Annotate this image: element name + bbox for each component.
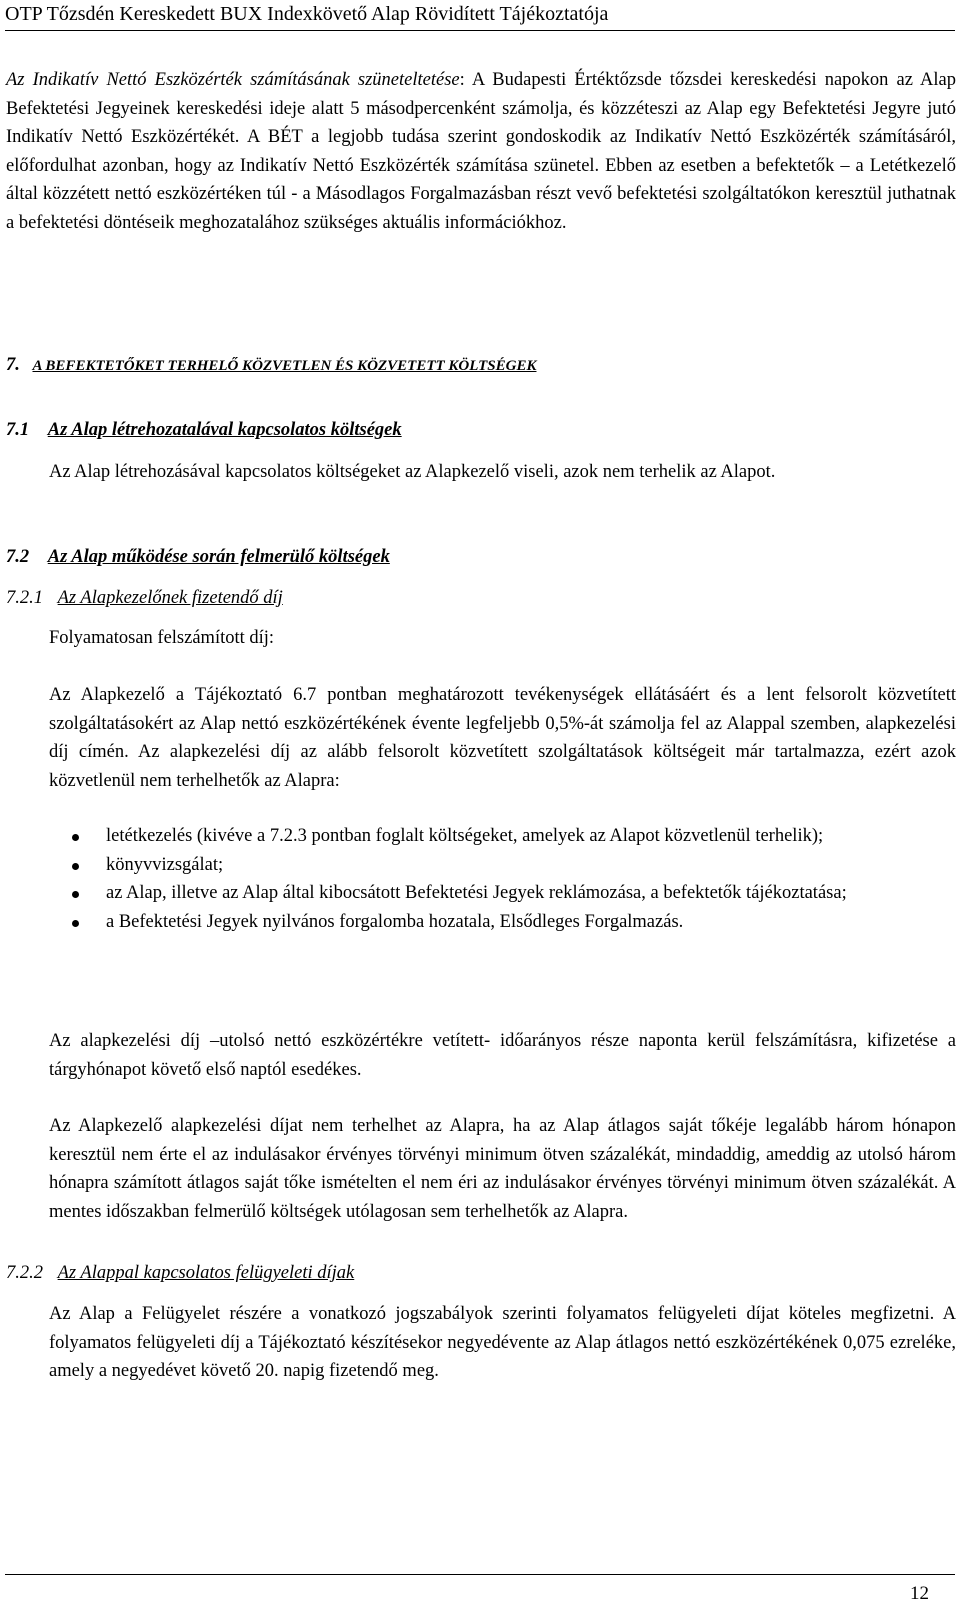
section-7-2-2-number: 7.2.2 [6,1263,43,1283]
page-header [5,0,955,31]
section-7-2-1-body: Az Alapkezelő a Tájékoztató 6.7 pontban meghatározott tevékenységek ellátásáért és a lent felsorolt közvetített szolgáltatásokért az Alap nettó eszközértékének évente legfeljebb 0,5%-át számolja fel az Alappal szemben, alapkezelési díj címén. Az alapkezelési díj az alább felsorolt közvetített szolgáltatások költségeit már tartalmazza, ezért azok közvetlenül nem terhelhetők az Alapra: [49,685,956,791]
section-7-2-1-subtitle: Folyamatosan felszámított díj: [49,628,275,648]
section-7-2-title: Az Alap működése során felmerülő költségek [47,547,390,567]
list-item-text: a Befektetési Jegyek nyilvános forgalomba hozatala, Elsődleges Forgalmazás. [106,911,684,932]
section-7-1-heading [6,416,956,445]
section-7-number: 7. [6,355,20,375]
section-7-2-1-heading [6,584,956,613]
bullet-icon [72,891,79,898]
section-7-1-body: Az Alap létrehozásával kapcsolatos költségeket az Alapkezelő viseli, azok nem terhelik az Alapot. [49,462,776,482]
page-number: 12 [910,1583,929,1604]
section-7-2-1-para3: Az Alapkezelő alapkezelési díjat nem terhelhet az Alapra, ha az Alap átlagos saját tőkéje legalább három hónapon keresztül nem érte el az indulásakor érvényes törvényi minimum ötven százalékát, mindaddig, ameddig az utolsó három hónapra számított átlagos saját tőke ismételten el nem éri az indulásakor érvényes törvényi minimum ötven százalékát. A mentes időszakban felmerülő költségek utólagosan sem terhelhetők az Alapra. [49,1116,956,1222]
section-7-2-2-heading [6,1259,956,1288]
section-7-1-title: Az Alap létrehozatalával kapcsolatos költségek [47,420,402,440]
section-7-heading [6,351,956,381]
section-7-2-1-title: Az Alapkezelőnek fizetendő díj [57,588,283,608]
bullet-icon [72,834,79,841]
bullet-icon [72,863,79,870]
list-item-text: könyvvizsgálat; [106,854,224,875]
intro-lead: Az Indikatív Nettó Eszközérték számításának szüneteltetése [6,70,460,90]
section-7-title: A BEFEKTETŐKET TERHELŐ KÖZVETLEN ÉS KÖZVETETT KÖLTSÉGEK [32,358,537,374]
fee-services-list [49,822,956,936]
list-item-text: letétkezelés (kivéve a 7.2.3 pontban foglalt költségeket, amelyek az Alapot közvetlenül terhelik); [106,826,824,846]
section-7-2-heading [6,543,956,572]
intro-paragraph [6,66,956,237]
list-item [49,822,956,851]
section-7-2-number: 7.2 [6,547,30,567]
bullet-icon [72,920,79,927]
intro-body: : A Budapesti Értéktőzsde tőzsdei kereskedési napokon az Alap Befektetési Jegyeinek kereskedési ideje alatt 5 másodpercenként számolja, és közzéteszi az Alap egy Befektetési Jegyre jutó Indikatív Nettó Eszközértékét. A BÉT a legjobb tudása szerint gondoskodik az Indikatív Nettó Eszközérték számításáról, előfordulhat azonban, hogy az Indikatív Nettó Eszközérték számítása szünetel. Ebben az esetben a befektetők – a Letétkezelő által közzétett nettó eszközértéken túl - a Másodlagos Forgalmazásban részt vevő befektetési szolgáltatókon keresztül juthatnak a befektetési döntéseik meghozatalához szükséges aktuális információkhoz. [6,70,956,233]
section-7-1-number: 7.1 [6,420,30,440]
list-item [49,908,956,937]
section-7-2-2-body: Az Alap a Felügyelet részére a vonatkozó jogszabályok szerinti folyamatos felügyeleti díjat köteles megfizetni. A folyamatos felügyeleti díj a Tájékoztató készítésekor negyedévente az Alap átlagos nettó eszközértékének 0,075 ezreléke, amely a negyedévet követő 20. napig fizetendő meg. [49,1304,956,1381]
page-footer [5,1574,955,1609]
list-item [49,851,956,880]
section-7-2-1-para2: Az alapkezelési díj –utolsó nettó eszközértékre vetített- időarányos része naponta kerül felszámításra, kifizetése a tárgyhónapot követő első naptól esedékes. [49,1031,956,1080]
section-7-2-1-number: 7.2.1 [6,588,43,608]
list-item-text: az Alap, illetve az Alap által kibocsátott Befektetési Jegyek reklámozása, a befektetők tájékoztatása; [106,883,847,903]
section-7-2-2-title: Az Alappal kapcsolatos felügyeleti díjak [57,1263,355,1283]
header-title: OTP Tőzsdén Kereskedett BUX Indexkövető Alap Rövidített Tájékoztatója [5,3,609,25]
list-item [49,879,956,908]
